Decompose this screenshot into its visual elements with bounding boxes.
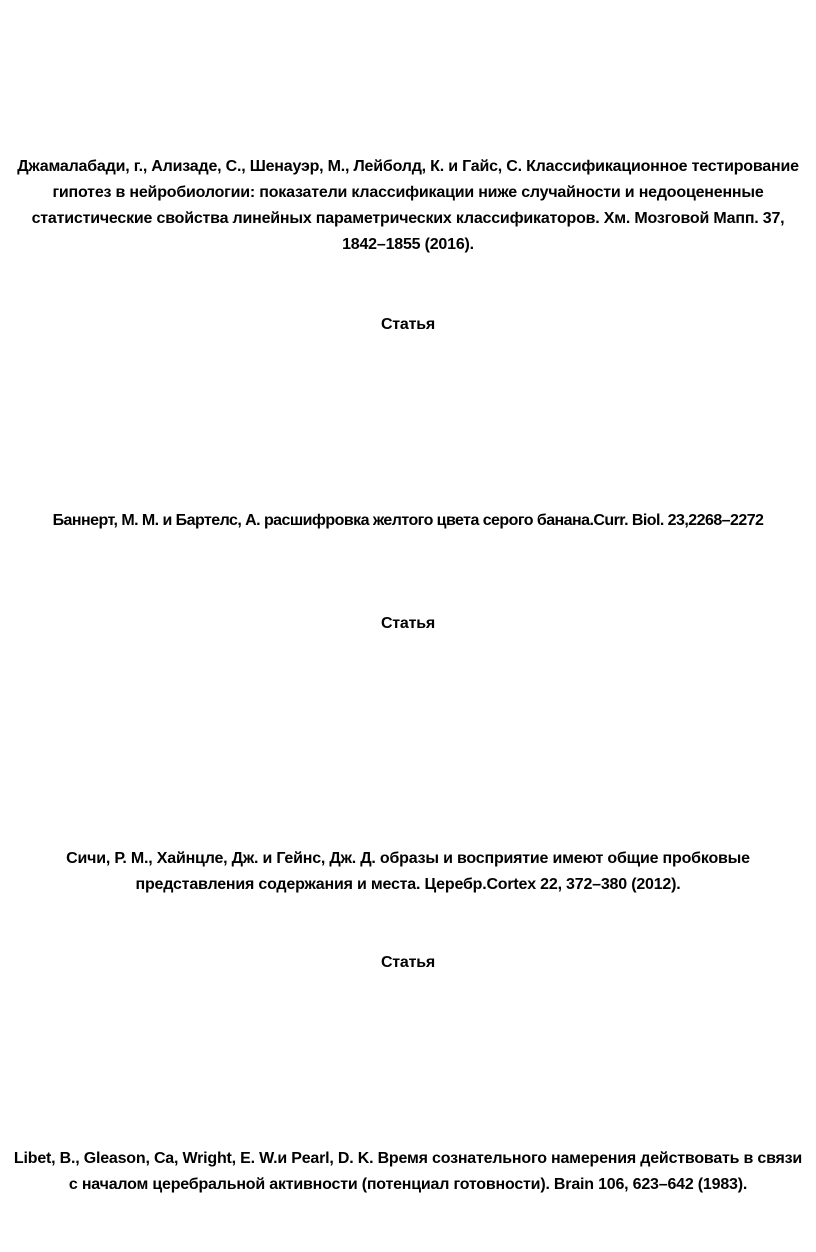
- reference-3-article-label: Статья: [380, 954, 436, 971]
- reference-3-citation: Сичи, Р. М., Хайнцле, Дж. и Гейнс, Дж. Д. образы и восприятие имеют общие пробковые представления содержания и места. Церебр.Cortex 22, 372–380 (2012).: [66, 850, 750, 893]
- reference-4-citation: Libet, B., Gleason, Ca, Wright, E. W.и Pearl, D. K. Время сознательного намерения действовать в связи с началом церебральной активности (потенциал готовности). Brain 106, 623–642 (1983).: [13, 1150, 803, 1193]
- reference-2-citation: Баннерт, М. М. и Бартелс, А. расшифровка желтого цвета серого банана.Curr. Biol. 23,2268–2272: [52, 512, 764, 529]
- reference-2-article-label: Статья: [380, 615, 436, 632]
- reference-1-citation: Джамалабади, г., Ализаде, С., Шенауэр, М., Лейболд, К. и Гайс, С. Классификационное тестирование гипотез в нейробиологии: показатели классификации ниже случайности и недооцененные статистические свойства линейных параметрических классификаторов. Хм. Мозговой Мапп. 37, 1842–1855 (2016).: [17, 158, 799, 253]
- reference-1-article-label: Статья: [380, 316, 436, 333]
